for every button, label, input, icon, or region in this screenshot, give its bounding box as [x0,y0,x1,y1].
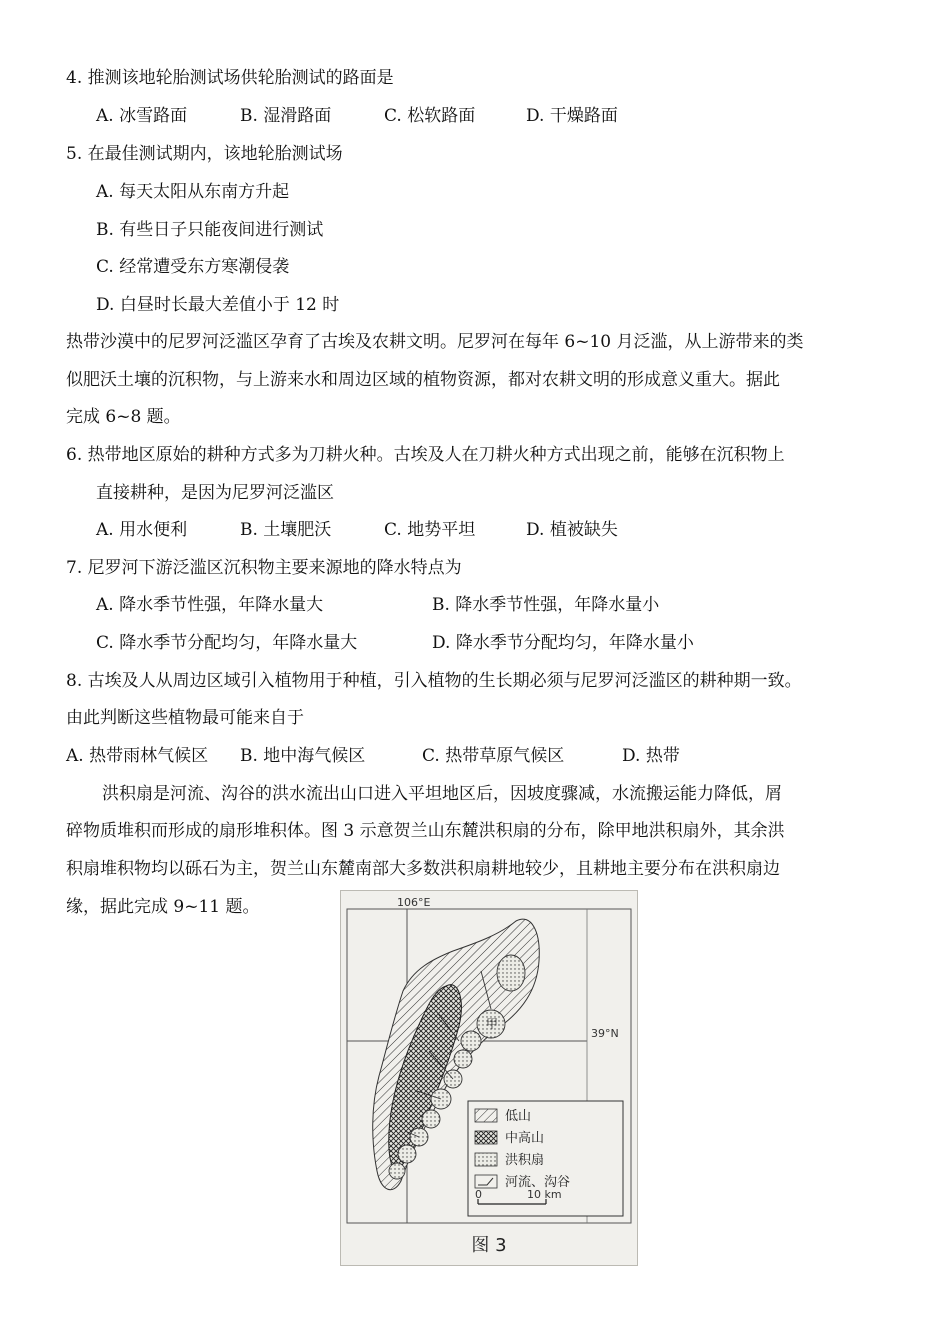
legend-alluvial-fan: 洪积扇 [505,1153,545,1168]
q8-stem-line-2: 由此判断这些植物最可能来自于 [66,708,304,728]
passage1-line-3: 完成 6~8 题。 [66,407,181,427]
q7-option-b: B. 降水季节性强，年降水量小 [432,595,660,615]
passage2-line-3: 积扇堆积物均以砾石为主，贺兰山东麓南部大多数洪积扇耕地较少，且耕地主要分布在洪积扇边 [66,859,780,879]
q4-option-a: A. 冰雪路面 [96,106,188,126]
legend-swatch-mid-high-mountain [475,1131,497,1144]
q4-option-d: D. 干燥路面 [526,106,618,126]
q4-option-c: C. 松软路面 [384,106,476,126]
q8-options [66,744,826,768]
figure-caption: 图 3 [471,1235,507,1256]
q8-stem-line-1: 8. 古埃及人从周边区域引入植物用于种植，引入植物的生长期必须与尼罗河泛滥区的耕种期一致。 [66,671,802,691]
figure-3-map [340,890,638,1266]
q8-option-d: D. 热带 [622,746,680,766]
q7-option-c: C. 降水季节分配均匀，年降水量大 [96,633,358,653]
place-label-jia: 甲 [486,1017,499,1031]
legend-swatch-alluvial-fan [475,1153,497,1166]
q6-stem-line-2: 直接耕种，是因为尼罗河泛滥区 [96,483,334,503]
q4-stem: 4. 推测该地轮胎测试场供轮胎测试的路面是 [66,68,394,88]
q7-options-row-2 [96,631,856,655]
q8-option-b: B. 地中海气候区 [240,746,366,766]
q6-option-a: A. 用水便利 [96,520,188,540]
q5-option-b: B. 有些日子只能夜间进行测试 [96,220,324,240]
q4-options [96,104,856,128]
q4-option-b: B. 湿滑路面 [240,106,332,126]
q5-option-d: D. 白昼时长最大差值小于 12 时 [96,295,340,315]
q6-option-c: C. 地势平坦 [384,520,476,540]
passage2-line-1: 洪积扇是河流、沟谷的洪水流出山口进入平坦地区后，因坡度骤减，水流搬运能力降低，屑 [102,784,782,804]
passage1-line-2: 似肥沃土壤的沉积物，与上游来水和周边区域的植物资源，都对农耕文明的形成意义重大。据此 [66,370,780,390]
q7-options-row-1 [96,593,856,617]
q6-stem-line-1: 6. 热带地区原始的耕种方式多为刀耕火种。古埃及人在刀耕火种方式出现之前，能够在沉积物上 [66,445,785,465]
longitude-label: 106°E [397,896,431,909]
passage1-line-1: 热带沙漠中的尼罗河泛滥区孕育了古埃及农耕文明。尼罗河在每年 6~10 月泛滥，从上游带来的类 [66,332,804,352]
latitude-label: 39°N [591,1027,619,1040]
q7-stem: 7. 尼罗河下游泛滥区沉积物主要来源地的降水特点为 [66,558,462,578]
q7-option-d: D. 降水季节分配均匀，年降水量小 [432,633,694,653]
legend-river-gully: 河流、沟谷 [505,1175,571,1190]
legend-low-mountain: 低山 [505,1109,532,1124]
q7-option-a: A. 降水季节性强，年降水量大 [96,595,324,615]
passage2-line-2: 碎物质堆积而形成的扇形堆积体。图 3 示意贺兰山东麓洪积扇的分布，除甲地洪积扇外，其余洪 [66,821,785,841]
map-graphic [341,891,637,1265]
legend-swatch-low-mountain [475,1109,497,1122]
scale-end-label: 10 km [527,1188,562,1201]
q8-option-a: A. 热带雨林气候区 [66,746,209,766]
legend-mid-high-mountain: 中高山 [505,1131,545,1146]
q8-option-c: C. 热带草原气候区 [422,746,565,766]
map-legend [468,1101,623,1216]
q5-option-a: A. 每天太阳从东南方升起 [96,182,290,202]
scale-start-label: 0 [475,1188,482,1201]
q6-option-b: B. 土壤肥沃 [240,520,332,540]
passage2-line-4: 缘，据此完成 9~11 题。 [66,897,260,917]
q6-options [96,518,856,542]
legend-swatch-river [475,1175,497,1188]
q5-stem: 5. 在最佳测试期内，该地轮胎测试场 [66,144,343,164]
q5-option-c: C. 经常遭受东方寒潮侵袭 [96,257,290,277]
q6-option-d: D. 植被缺失 [526,520,618,540]
